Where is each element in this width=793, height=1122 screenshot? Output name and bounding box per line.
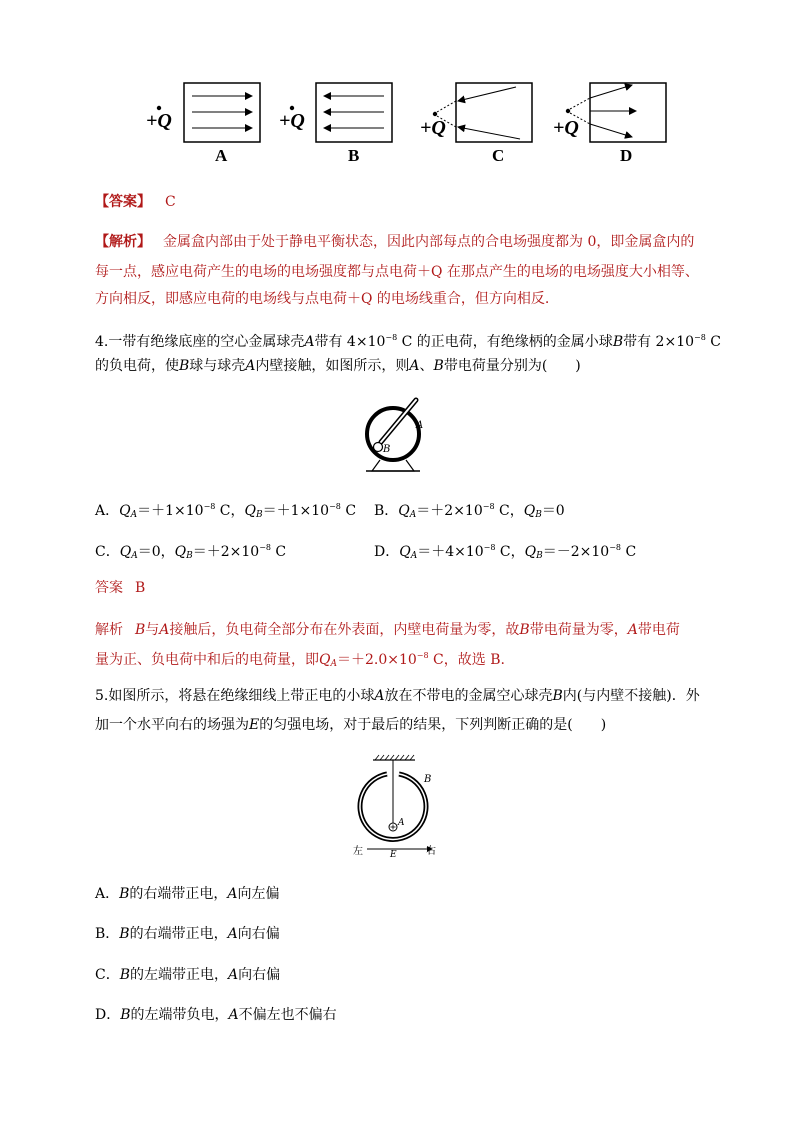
q4-option-a[interactable] xyxy=(95,497,356,525)
q5-var: A xyxy=(227,926,238,942)
option-label-c: C xyxy=(492,146,505,165)
q5-figure-label-a: A xyxy=(398,818,405,828)
q4-option-d[interactable] xyxy=(374,538,636,566)
q5-var: B xyxy=(120,1007,131,1023)
answer-label: 【答案】 xyxy=(95,194,151,210)
q-sub: B xyxy=(536,551,543,561)
q-symbol: Q xyxy=(244,503,257,519)
option-text: 的右端带正电， xyxy=(129,886,228,902)
option-text: 的左端带正电， xyxy=(130,967,229,983)
option-letter: B． xyxy=(95,926,120,942)
q5-text: 的匀强电场，对于最后的结果，下列判断正确的是( ) xyxy=(259,717,607,733)
q4-exp: −8 xyxy=(385,333,398,342)
q-sub: A xyxy=(409,510,417,520)
option-label-a: A xyxy=(215,146,228,165)
analysis-text: ＝＋2.0×10 xyxy=(336,652,417,668)
q4-stem-line-2 xyxy=(95,356,581,376)
q4-var: B xyxy=(519,622,530,638)
q-symbol: Q xyxy=(399,544,411,560)
answer-value: C xyxy=(165,194,176,210)
q4-figure-label-a: A xyxy=(416,420,424,431)
q5-option-a[interactable] xyxy=(95,884,280,904)
answer-label: 答案 xyxy=(95,580,123,596)
q5-text: 内(与内壁不接触)．外 xyxy=(562,688,700,704)
q5-stem-line-2 xyxy=(95,715,606,735)
analysis-label: 解析 xyxy=(95,622,123,638)
option-text: 的左端带负电， xyxy=(130,1007,229,1023)
option-letter: D． xyxy=(374,544,400,560)
q5-option-b[interactable] xyxy=(95,924,280,944)
q5-figure-field: E xyxy=(390,850,397,860)
q5-var: A xyxy=(227,886,238,902)
option-text: C， xyxy=(215,503,245,519)
q4-answer xyxy=(95,578,145,598)
option-letter: C． xyxy=(95,967,120,983)
q5-text: 放在不带电的金属空心球壳 xyxy=(384,688,553,704)
charge-label: +Q xyxy=(146,110,172,132)
q5-var: B xyxy=(119,967,131,983)
charge-label: +Q xyxy=(279,110,305,132)
q5-option-d[interactable] xyxy=(95,1005,337,1025)
q4-var: A xyxy=(245,358,256,374)
option-text: 不偏左也不偏右 xyxy=(238,1007,337,1023)
q-symbol: Q xyxy=(319,652,331,668)
charge-label: +Q xyxy=(553,117,579,139)
q-symbol: Q xyxy=(524,544,537,560)
option-letter: D． xyxy=(95,1007,121,1023)
q4-var: B xyxy=(179,358,190,374)
q5-text: 加一个水平向右的场强为 xyxy=(95,717,249,733)
q5-var: B xyxy=(552,688,563,704)
q4-exp: −8 xyxy=(203,502,216,511)
option-text: C， xyxy=(495,544,525,560)
q4-text: 球与球壳 xyxy=(189,358,246,374)
option-text: ＝＋2×10 xyxy=(192,544,260,560)
q-sub: A xyxy=(131,551,138,561)
q5-var: B xyxy=(119,926,130,942)
q4-text: 、 xyxy=(419,358,434,374)
option-label-d: D xyxy=(620,146,633,165)
option-letter: A． xyxy=(95,503,120,519)
answer-value: B xyxy=(135,580,146,596)
q-sub: A xyxy=(330,659,337,669)
q-sub: B xyxy=(186,551,193,561)
q3-analysis-line-3: 方向相反，即感应电荷的电场线与点电荷＋Q 的电场线重合，但方向相反. xyxy=(95,291,550,307)
q4-text: 的负电荷，使 xyxy=(95,358,179,374)
option-text: 向左偏 xyxy=(237,886,280,902)
q-symbol: Q xyxy=(174,544,187,560)
q4-text: 内壁接触，如图所示，则 xyxy=(255,358,410,374)
q-sub: A xyxy=(130,510,138,520)
option-letter: C． xyxy=(95,544,120,560)
analysis-text: 量为正、负电荷中和后的电荷量，即 xyxy=(95,652,319,668)
q5-var: A xyxy=(228,1007,239,1023)
q5-var: A xyxy=(374,688,385,704)
q4-var: A xyxy=(159,622,170,638)
option-text: 向右偏 xyxy=(237,926,280,942)
q4-figure-label-b: B xyxy=(383,444,391,455)
option-text: ＝＋4×10 xyxy=(417,544,484,560)
q4-option-b[interactable] xyxy=(374,497,565,525)
option-label-b: B xyxy=(348,146,360,165)
q4-var: B xyxy=(433,358,444,374)
charge-label: +Q xyxy=(420,117,446,139)
q4-option-c[interactable] xyxy=(95,538,286,566)
analysis-text: 与 xyxy=(145,622,160,638)
analysis-text: 金属盒内部由于处于静电平衡状态，因此内部每点的合电场强度都为 0，即金属盒内的 xyxy=(163,234,695,250)
q4-text: C xyxy=(705,334,721,350)
q4-exp: −8 xyxy=(482,502,495,511)
analysis-text: 接触后，负电荷全部分布在外表面，内壁电荷量为零，故 xyxy=(169,622,520,638)
q4-var: A xyxy=(627,622,638,638)
option-letter: A． xyxy=(95,886,120,902)
q4-exp: −8 xyxy=(483,543,496,552)
option-letter: B． xyxy=(374,503,399,519)
q-sub: A xyxy=(410,551,418,561)
q4-exp: −8 xyxy=(259,543,271,552)
q4-exp: −8 xyxy=(329,502,341,511)
q4-exp: −8 xyxy=(609,543,621,552)
option-text: C xyxy=(270,544,287,560)
q-sub: B xyxy=(256,510,263,520)
option-text: 向右偏 xyxy=(238,967,281,983)
q5-text: 5.如图所示，将悬在绝缘细线上带正电的小球 xyxy=(95,688,375,704)
option-text: C xyxy=(340,503,357,519)
q5-var: E xyxy=(249,717,260,733)
option-text: 的右端带正电， xyxy=(129,926,228,942)
option-text: ＝－2×10 xyxy=(542,544,610,560)
q5-figure-right: 右 xyxy=(426,846,436,857)
q5-figure-label-b: B xyxy=(424,774,432,785)
q-symbol: Q xyxy=(523,503,536,519)
q4-exp: −8 xyxy=(694,333,706,342)
q3-analysis-line-2: 每一点，感应电荷产生的电场的电场强度都与点电荷＋Q 在那点产生的电场的电场强度大小相等、 xyxy=(95,264,699,280)
analysis-text: C，故选 B. xyxy=(428,652,505,668)
q4-var: A xyxy=(304,334,315,350)
q4-text: 带有 2×10 xyxy=(623,334,695,350)
q3-answer xyxy=(95,192,176,212)
q4-text: 带有 4×10 xyxy=(314,334,386,350)
charge-dot xyxy=(433,112,437,116)
option-text: C， xyxy=(494,503,524,519)
option-text: C xyxy=(621,544,637,560)
option-text: ＝＋1×10 xyxy=(137,503,204,519)
q3-analysis-line-1 xyxy=(95,232,694,252)
q4-exp: −8 xyxy=(416,651,429,660)
metal-box-d xyxy=(590,83,666,142)
q4-figure xyxy=(356,396,436,476)
q5-option-c[interactable] xyxy=(95,965,280,985)
q5-figure-left: 左 xyxy=(353,846,363,857)
q4-analysis-line-1 xyxy=(95,620,680,640)
option-text: ＝＋1×10 xyxy=(262,503,330,519)
q4-text: 4.一带有绝缘底座的空心金属球壳 xyxy=(95,334,305,350)
q4-var: A xyxy=(409,358,420,374)
q-symbol: Q xyxy=(119,544,132,560)
q-symbol: Q xyxy=(398,503,410,519)
q4-var: B xyxy=(612,334,624,350)
q5-stem-line-1 xyxy=(95,686,700,706)
q4-text: 带电荷量分别为( ) xyxy=(443,358,581,374)
q-sub: B xyxy=(535,510,542,520)
option-text: ＝0 xyxy=(541,503,565,519)
q-symbol: Q xyxy=(119,503,131,519)
analysis-text: 带电荷 xyxy=(637,622,680,638)
analysis-text: 带电荷量为零， xyxy=(529,622,628,638)
q4-figure-svg xyxy=(356,396,436,476)
option-text: ＝＋2×10 xyxy=(416,503,483,519)
q4-analysis-line-2 xyxy=(95,646,505,674)
charge-dot xyxy=(566,109,570,113)
q4-var: B xyxy=(135,622,146,638)
q5-var: A xyxy=(228,967,239,983)
analysis-label: 【解析】 xyxy=(95,234,151,250)
q5-var: B xyxy=(119,886,130,902)
option-text: ＝0， xyxy=(137,544,175,560)
q4-stem-line-1 xyxy=(95,328,721,352)
q4-text: C 的正电荷，有绝缘柄的金属小球 xyxy=(397,334,613,350)
